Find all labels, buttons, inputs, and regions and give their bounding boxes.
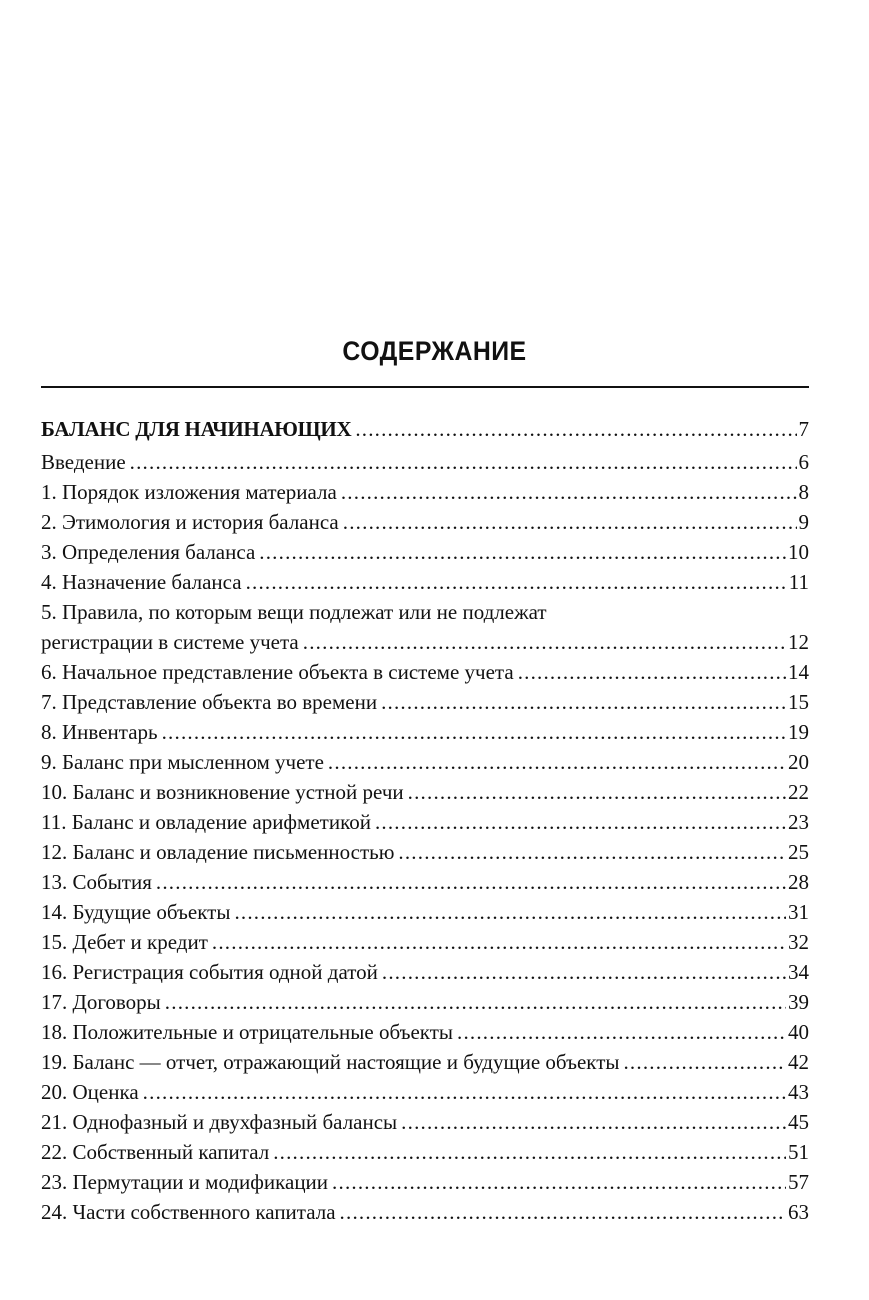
toc-entry-title: 21. Однофазный и двухфазный балансы (41, 1110, 398, 1134)
toc-entry-title: 4. Назначение баланса (41, 570, 242, 594)
toc-entry-title: 22. Собственный капитал (41, 1140, 270, 1164)
toc-entry-title: 19. Баланс — отчет, отражающий настоящие и будущие объекты (41, 1050, 620, 1074)
dot-leader (343, 507, 797, 537)
toc-entry[interactable] (41, 1137, 809, 1167)
toc-entry-page: 32 (788, 930, 809, 954)
toc-entry[interactable] (41, 927, 809, 957)
toc-entry-title: 6. Начальное представление объекта в системе учета (41, 660, 514, 684)
toc-entry[interactable] (41, 627, 809, 657)
dot-leader (259, 537, 786, 567)
dot-leader (130, 447, 797, 477)
toc-entry-page: 28 (788, 870, 809, 894)
toc-entry-page: 34 (788, 960, 809, 984)
dot-leader (165, 987, 786, 1017)
toc-entry-title: 15. Дебет и кредит (41, 930, 208, 954)
dot-leader (401, 1107, 786, 1137)
toc-entry-title: 12. Баланс и овладение письменностью (41, 840, 395, 864)
toc-section-title: БАЛАНС ДЛЯ НАЧИНАЮЩИХ (41, 417, 352, 441)
toc-entry-title: 23. Пермутации и модификации (41, 1170, 329, 1194)
toc-entry-page: 57 (788, 1170, 809, 1194)
toc-entry[interactable] (41, 717, 809, 747)
toc-entry[interactable] (41, 477, 809, 507)
toc-entry[interactable] (41, 777, 809, 807)
toc-entry-title: регистрации в системе учета (41, 630, 299, 654)
toc-entry[interactable] (41, 867, 809, 897)
toc-entry[interactable] (41, 537, 809, 567)
toc-entry-title: 13. События (41, 870, 152, 894)
toc-entry[interactable] (41, 1047, 809, 1077)
dot-leader (375, 807, 786, 837)
dot-leader (341, 477, 797, 507)
table-of-contents (41, 411, 809, 1227)
toc-entry[interactable] (41, 657, 809, 687)
toc-entry-page: 31 (788, 900, 809, 924)
dot-leader (328, 747, 786, 777)
toc-entry-page: 11 (788, 570, 809, 594)
toc-entry-title-line1: 5. Правила, по которым вещи подлежат или не подлежат (41, 600, 547, 624)
toc-entry-page: 9 (798, 510, 809, 534)
toc-entry[interactable] (41, 447, 809, 477)
toc-entry[interactable] (41, 567, 809, 597)
dot-leader (212, 927, 786, 957)
toc-entry-wrapped-line[interactable] (41, 597, 809, 627)
dot-leader (303, 627, 786, 657)
toc-entry-title: 14. Будущие объекты (41, 900, 231, 924)
dot-leader (340, 1197, 786, 1227)
dot-leader (457, 1017, 786, 1047)
toc-entry-page: 14 (788, 660, 809, 684)
toc-entry[interactable] (41, 1077, 809, 1107)
toc-entry-title: 8. Инвентарь (41, 720, 158, 744)
toc-entry[interactable] (41, 687, 809, 717)
toc-entry[interactable] (41, 837, 809, 867)
toc-entry-title: 2. Этимология и история баланса (41, 510, 339, 534)
toc-entry-page: 25 (788, 840, 809, 864)
toc-entry-page: 10 (788, 540, 809, 564)
toc-section-page: 7 (798, 417, 809, 441)
toc-entry-page: 40 (788, 1020, 809, 1044)
toc-entry-page: 20 (788, 750, 809, 774)
dot-leader (382, 957, 786, 987)
toc-entry-title: 7. Представление объекта во времени (41, 690, 378, 714)
dot-leader (623, 1047, 786, 1077)
toc-entry[interactable] (41, 807, 809, 837)
toc-entry-page: 51 (788, 1140, 809, 1164)
toc-entry-title: 9. Баланс при мысленном учете (41, 750, 324, 774)
dot-leader (162, 717, 786, 747)
toc-entry[interactable] (41, 747, 809, 777)
dot-leader (143, 1077, 786, 1107)
toc-entry[interactable] (41, 507, 809, 537)
toc-entry[interactable] (41, 1017, 809, 1047)
toc-entry-page: 6 (798, 450, 809, 474)
dot-leader (381, 687, 786, 717)
toc-entry-title: 16. Регистрация события одной датой (41, 960, 378, 984)
toc-entry[interactable] (41, 1167, 809, 1197)
page-title: СОДЕРЖАНИЕ (342, 336, 527, 366)
dot-leader (273, 1137, 786, 1167)
toc-entry[interactable] (41, 987, 809, 1017)
toc-entry-title: 1. Порядок изложения материала (41, 480, 337, 504)
toc-entry-page: 8 (798, 480, 809, 504)
dot-leader (156, 867, 786, 897)
toc-entry-title: 18. Положительные и отрицательные объекты (41, 1020, 453, 1044)
toc-entry-title: 10. Баланс и возникновение устной речи (41, 780, 404, 804)
toc-entry-title: 3. Определения баланса (41, 540, 256, 564)
toc-entry-page: 45 (788, 1110, 809, 1134)
toc-entry-title: 24. Части собственного капитала (41, 1200, 336, 1224)
toc-entry-page: 19 (788, 720, 809, 744)
toc-entry[interactable] (41, 1197, 809, 1227)
dot-leader (408, 777, 786, 807)
dot-leader (234, 897, 786, 927)
toc-entry-page: 42 (788, 1050, 809, 1074)
title-divider (41, 386, 809, 388)
dot-leader (246, 567, 787, 597)
toc-entry-title: Введение (41, 450, 126, 474)
dot-leader (332, 1167, 786, 1197)
toc-entry-page: 23 (788, 810, 809, 834)
toc-entry-page: 43 (788, 1080, 809, 1104)
toc-entry-page: 22 (788, 780, 809, 804)
dot-leader (398, 837, 786, 867)
toc-entry-page: 15 (788, 690, 809, 714)
toc-entry[interactable] (41, 1107, 809, 1137)
toc-entry-title: 11. Баланс и овладение арифметикой (41, 810, 371, 834)
dot-leader (355, 411, 796, 447)
toc-entry-title: 20. Оценка (41, 1080, 139, 1104)
toc-entry-page: 12 (788, 630, 809, 654)
toc-entry-page: 39 (788, 990, 809, 1014)
dot-leader (518, 657, 786, 687)
toc-entry[interactable] (41, 897, 809, 927)
toc-entry-title: 17. Договоры (41, 990, 161, 1014)
toc-entry-page: 63 (788, 1200, 809, 1224)
toc-section-heading[interactable] (41, 411, 809, 447)
toc-entry[interactable] (41, 957, 809, 987)
